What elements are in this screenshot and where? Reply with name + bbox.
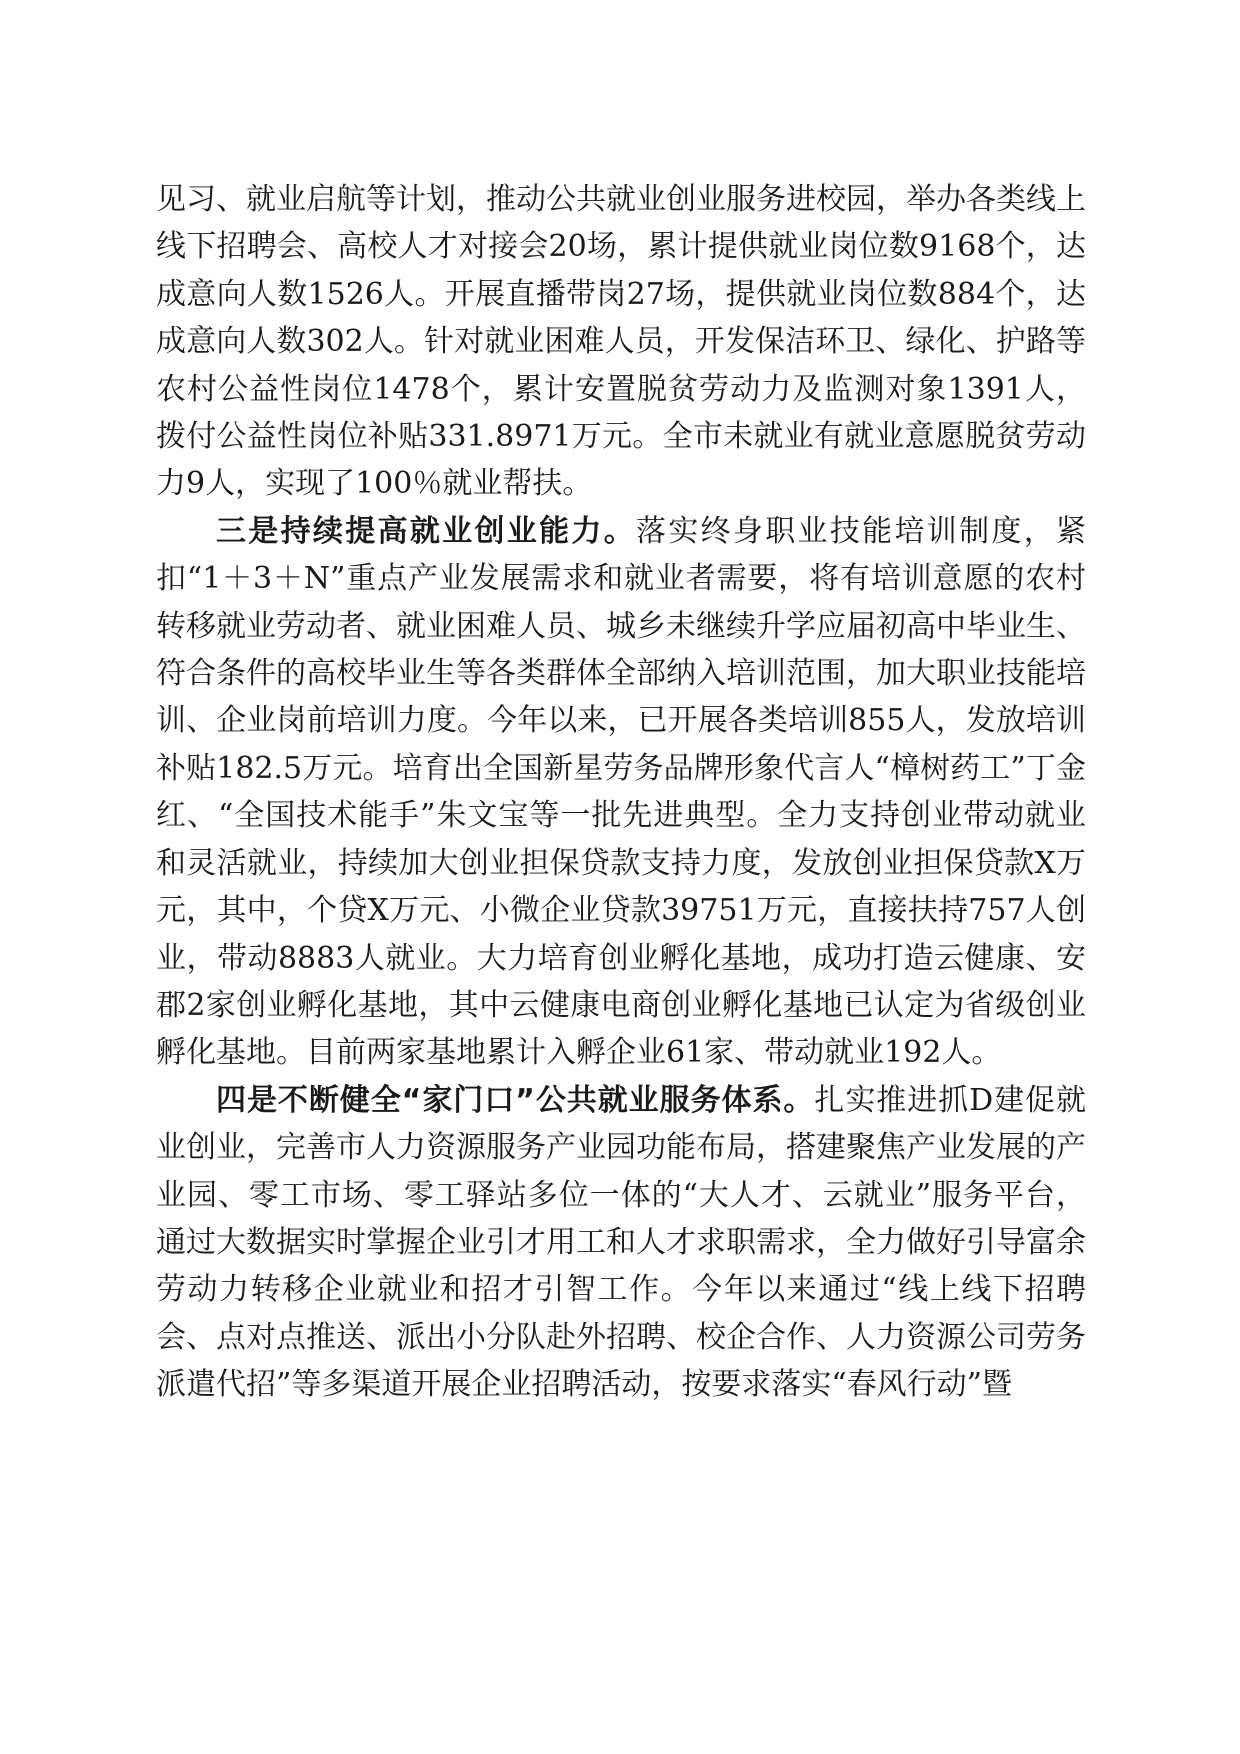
paragraph-body: 扎实推进抓D建促就业创业，完善市人力资源服务产业园功能布局，搭建聚焦产业发展的产业园、零工市场、零工驿站多位一体的“大人才、云就业”服务平台，通过大数据实时掌握企业引才用工和人才求职需求，全力做好引导富余劳动力转移企业就业和招才引智工作。今年以来通过“线上线下招聘会、点对点推送、派出小分队赴外招聘、校企合作、人力资源公司劳务派遣代招”等多渠道开展企业招聘活动，按要求落实“春风行动”暨: [156, 1082, 1086, 1403]
paragraph-continuation: [156, 176, 1086, 508]
paragraph-heading: 四是不断健全“家门口”公共就业服务体系。: [216, 1082, 815, 1118]
document-body: [156, 176, 1086, 1409]
paragraph-heading: 三是持续提高就业创业能力。: [216, 513, 636, 549]
paragraph-body: 落实终身职业技能培训制度，紧扣“1＋3＋N”重点产业发展需求和就业者需要，将有培训意愿的农村转移就业劳动者、就业困难人员、城乡未继续升学应届初高中毕业生、符合条件的高校毕业生等各类群体全部纳入培训范围，加大职业技能培训、企业岗前培训力度。今年以来，已开展各类培训855人，发放培训补贴182.5万元。培育出全国新星劳务品牌形象代言人“樟树药工”丁金红、“全国技术能手”朱文宝等一批先进典型。全力支持创业带动就业和灵活就业，持续加大创业担保贷款支持力度，发放创业担保贷款X万元，其中，个贷X万元、小微企业贷款39751万元，直接扶持757人创业，带动8883人就业。大力培育创业孵化基地，成功打造云健康、安郡2家创业孵化基地，其中云健康电商创业孵化基地已认定为省级创业孵化基地。目前两家基地累计入孵企业61家、带动就业192人。: [156, 513, 1086, 1071]
paragraph-public-service-system: [156, 1077, 1086, 1409]
paragraph-employment-capability: [156, 508, 1086, 1077]
paragraph-body: 见习、就业启航等计划，推动公共就业创业服务进校园，举办各类线上线下招聘会、高校人才对接会20场，累计提供就业岗位数9168个，达成意向人数1526人。开展直播带岗27场，提供就业岗位数884个，达成意向人数302人。针对就业困难人员，开发保洁环卫、绿化、护路等农村公益性岗位1478个，累计安置脱贫劳动力及监测对象1391人，拨付公益性岗位补贴331.8971万元。全市未就业有就业意愿脱贫劳动力9人，实现了100％就业帮扶。: [156, 182, 1086, 502]
